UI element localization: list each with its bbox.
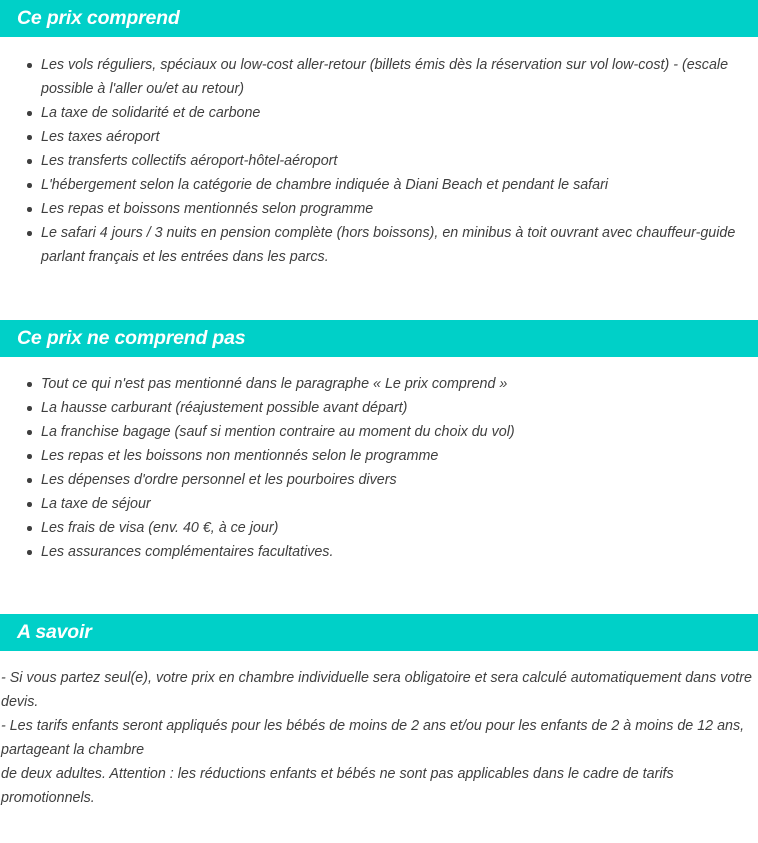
- bullet-dot-icon: [27, 135, 32, 140]
- list-item: [0, 53, 758, 101]
- list-item-text: Les repas et les boissons non mentionnés selon le programme: [41, 448, 439, 464]
- list-item-text: L'hébergement selon la catégorie de chambre indiquée à Diani Beach et pendant le safari: [41, 177, 609, 193]
- bullet-dot-icon: [27, 63, 32, 68]
- list-item-text: Tout ce qui n'est pas mentionné dans le paragraphe « Le prix comprend »: [41, 376, 508, 392]
- list-item: [0, 420, 758, 444]
- list-item: [0, 444, 758, 468]
- list-item-text: Les transferts collectifs aéroport-hôtel-aéroport: [41, 153, 338, 169]
- list-item: [0, 173, 758, 197]
- section-title: A savoir: [17, 620, 92, 643]
- section-title: Ce prix comprend: [17, 6, 180, 29]
- bullet-dot-icon: [27, 207, 32, 212]
- list-item: [0, 125, 758, 149]
- list-item-text: La franchise bagage (sauf si mention contraire au moment du choix du vol): [41, 424, 515, 440]
- bullet-dot-icon: [27, 406, 32, 411]
- list-item: [0, 468, 758, 492]
- bullet-dot-icon: [27, 159, 32, 164]
- list-item: [0, 516, 758, 540]
- section-spacer: [0, 564, 758, 614]
- section-good-to-know: [0, 614, 758, 810]
- list-item: [0, 149, 758, 173]
- section-header-price-excludes: [0, 320, 758, 357]
- list-item: [0, 540, 758, 564]
- list-item: [0, 101, 758, 125]
- list-item-text: La taxe de solidarité et de carbone: [41, 105, 261, 121]
- bullet-dot-icon: [27, 382, 32, 387]
- list-item-text: Les dépenses d'ordre personnel et les pourboires divers: [41, 472, 397, 488]
- bullet-dot-icon: [27, 111, 32, 116]
- bullet-dot-icon: [27, 454, 32, 459]
- bullet-dot-icon: [27, 550, 32, 555]
- section-body-price-includes: [0, 37, 758, 269]
- list-item-text: La hausse carburant (réajustement possible avant départ): [41, 400, 408, 416]
- paragraph: - Si vous partez seul(e), votre prix en chambre individuelle sera obligatoire et sera calculé automatiquement dans votre devis.: [1, 670, 752, 710]
- section-header-good-to-know: [0, 614, 758, 651]
- paragraph: de deux adultes. Attention : les réductions enfants et bébés ne sont pas applicables dans le cadre de tarifs promotionnels.: [1, 766, 674, 806]
- list-item-text: Les vols réguliers, spéciaux ou low-cost aller-retour (billets émis dès la réservation sur vol low-cost) - (escale possible à l'aller ou/et au retour): [41, 57, 729, 97]
- price-excludes-list: [0, 372, 758, 564]
- bullet-dot-icon: [27, 502, 32, 507]
- list-item-text: Les repas et boissons mentionnés selon programme: [41, 201, 374, 217]
- section-body-good-to-know: [0, 651, 758, 810]
- list-item-text: Les assurances complémentaires facultatives.: [41, 544, 334, 560]
- section-header-price-includes: [0, 0, 758, 37]
- bullet-dot-icon: [27, 526, 32, 531]
- bullet-dot-icon: [27, 183, 32, 188]
- list-item: [0, 396, 758, 420]
- bullet-dot-icon: [27, 478, 32, 483]
- list-item: [0, 197, 758, 221]
- list-item-text: Les taxes aéroport: [41, 129, 160, 145]
- bullet-dot-icon: [27, 231, 32, 236]
- section-price-includes: [0, 0, 758, 269]
- section-price-excludes: [0, 320, 758, 564]
- list-item-text: La taxe de séjour: [41, 496, 151, 512]
- list-item-text: Les frais de visa (env. 40 €, à ce jour): [41, 520, 279, 536]
- section-body-price-excludes: [0, 357, 758, 564]
- price-includes-list: [0, 53, 758, 269]
- list-item-text: Le safari 4 jours / 3 nuits en pension complète (hors boissons), en minibus à toit ouvrant avec chauffeur-guide parlant français et les entrées dans les parcs.: [41, 225, 736, 265]
- list-item: [0, 221, 758, 269]
- section-spacer: [0, 269, 758, 320]
- list-item: [0, 492, 758, 516]
- paragraph: - Les tarifs enfants seront appliqués pour les bébés de moins de 2 ans et/ou pour les enfants de 2 à moins de 12 ans, partageant la chambre: [1, 718, 745, 758]
- list-item: [0, 372, 758, 396]
- bullet-dot-icon: [27, 430, 32, 435]
- section-title: Ce prix ne comprend pas: [17, 326, 246, 349]
